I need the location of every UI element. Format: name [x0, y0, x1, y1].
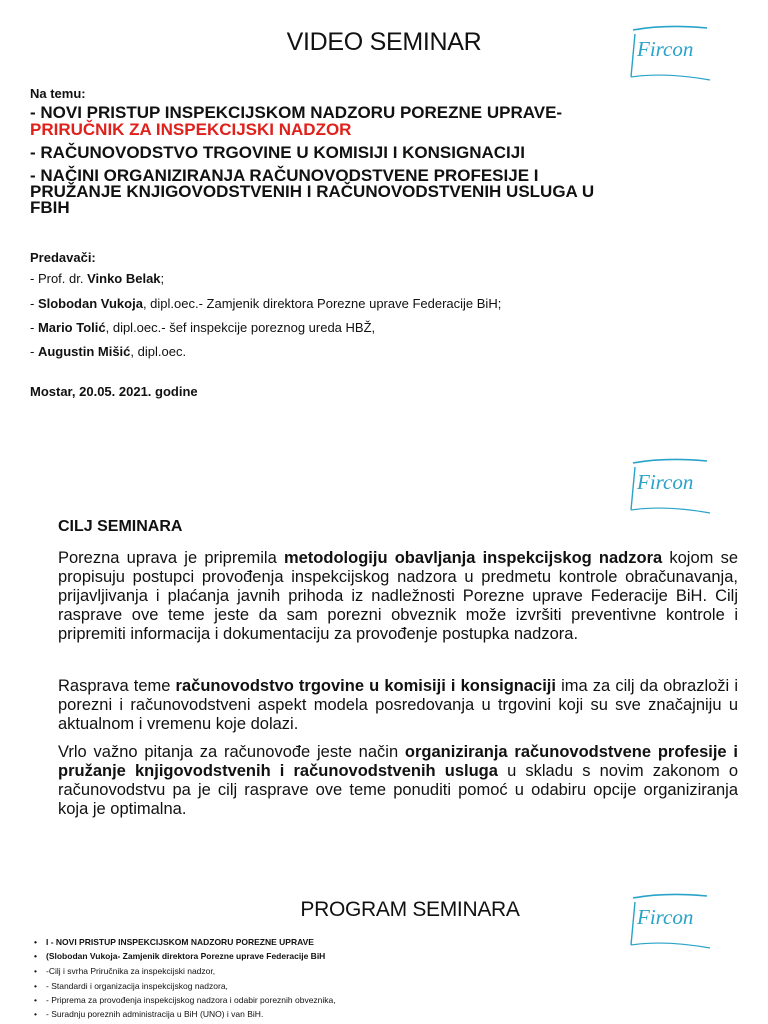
fircon-logo	[625, 22, 715, 82]
place-date: Mostar, 20.05. 2021. godine	[30, 384, 198, 399]
lecturer-item: - Slobodan Vukoja, dipl.oec.- Zamjenik direktora Porezne uprave Federacije BiH;	[30, 296, 502, 311]
program-item: • (Slobodan Vukoja- Zamjenik direktora Porezne uprave Federacije BiH	[34, 951, 326, 961]
lecturers-label: Predavači:	[30, 250, 96, 265]
lecturer-item: - Augustin Mišić, dipl.oec.	[30, 344, 187, 359]
fircon-logo	[625, 455, 715, 515]
svg-text:Fircon: Fircon	[637, 37, 694, 61]
paragraph-3: Vrlo važno pitanja za računovođe jeste način organiziranja računovodstvene profesije i pružanje knjigovodstvenih i računovodstvenih usluga u skladu s novim zakonom o računovodstvu pa je cilj rasprave ove teme ponuditi pomoć u odabiru opcije organiziranja koja je optimalna.	[58, 743, 738, 818]
na-temu-label: Na temu:	[30, 86, 86, 101]
paragraph-1: Porezna uprava je pripremila metodologiju obavljanja inspekcijskog nadzora kojom se propisuju postupci provođenja inspekcijskog nadzora u predmetu kontrole obračunavanja, prijavljivanja i plaćanja javnih prihoda iz nadležnosti Porezne uprave Federacije BiH. Cilj rasprave ove teme jeste da sam porezni obveznik može izvršiti preventivne kontrole i pripremiti informacija i dokumentaciju za provođenje postupka nadzora.	[58, 549, 739, 643]
program-item: • - Suradnju poreznih administracija u BiH (UNO) i van BiH.	[34, 1009, 264, 1019]
lecturer-item: - Mario Tolić, dipl.oec.- šef inspekcije poreznog ureda HBŽ,	[30, 320, 376, 335]
svg-text:Fircon: Fircon	[637, 905, 694, 929]
section-heading: CILJ SEMINARA	[58, 518, 183, 535]
topic-3-line-2: PRUŽANJE KNJIGOVODSTVENIH I RAČUNOVODSTVENIH USLUGA U	[30, 182, 595, 201]
topic-2: - RAČUNOVODSTVO TRGOVINE U KOMISIJI I KONSIGNACIJI	[30, 143, 525, 162]
page-title: VIDEO SEMINAR	[286, 28, 482, 56]
program-title: PROGRAM SEMINARA	[300, 898, 520, 921]
program-item: • - Standardi i organizacija inspekcijskog nadzora,	[34, 981, 228, 991]
paragraph-2: Rasprava teme računovodstvo trgovine u komisiji i konsignaciji ima za cilj da obrazloži i porezni i računovodstveni aspekt modela posredovanja u trgovini koji su sve značajniju u aktualnom i vremenu koje dolazi.	[58, 677, 738, 733]
program-item: • - Priprema za provođenja inspekcijskog nadzora i odabir poreznih obveznika,	[34, 995, 336, 1005]
program-item: • I - NOVI PRISTUP INSPEKCIJSKOM NADZORU POREZNE UPRAVE	[34, 937, 314, 947]
svg-text:Fircon: Fircon	[637, 470, 694, 494]
program-item: • -Cilj i svrha Priručnika za inspekcijski nadzor,	[34, 966, 216, 976]
topic-1-subtitle: PRIRUČNIK ZA INSPEKCIJSKI NADZOR	[30, 120, 352, 139]
lecturer-item: - Prof. dr. Vinko Belak;	[30, 271, 165, 286]
fircon-logo	[625, 890, 715, 950]
topic-3: - NAČINI ORGANIZIRANJA RAČUNOVODSTVENE PROFESIJE I	[30, 166, 539, 185]
topic-3-line-3: FBIH	[30, 198, 70, 217]
topic-1: - NOVI PRISTUP INSPEKCIJSKOM NADZORU POREZNE UPRAVE-	[30, 103, 563, 122]
